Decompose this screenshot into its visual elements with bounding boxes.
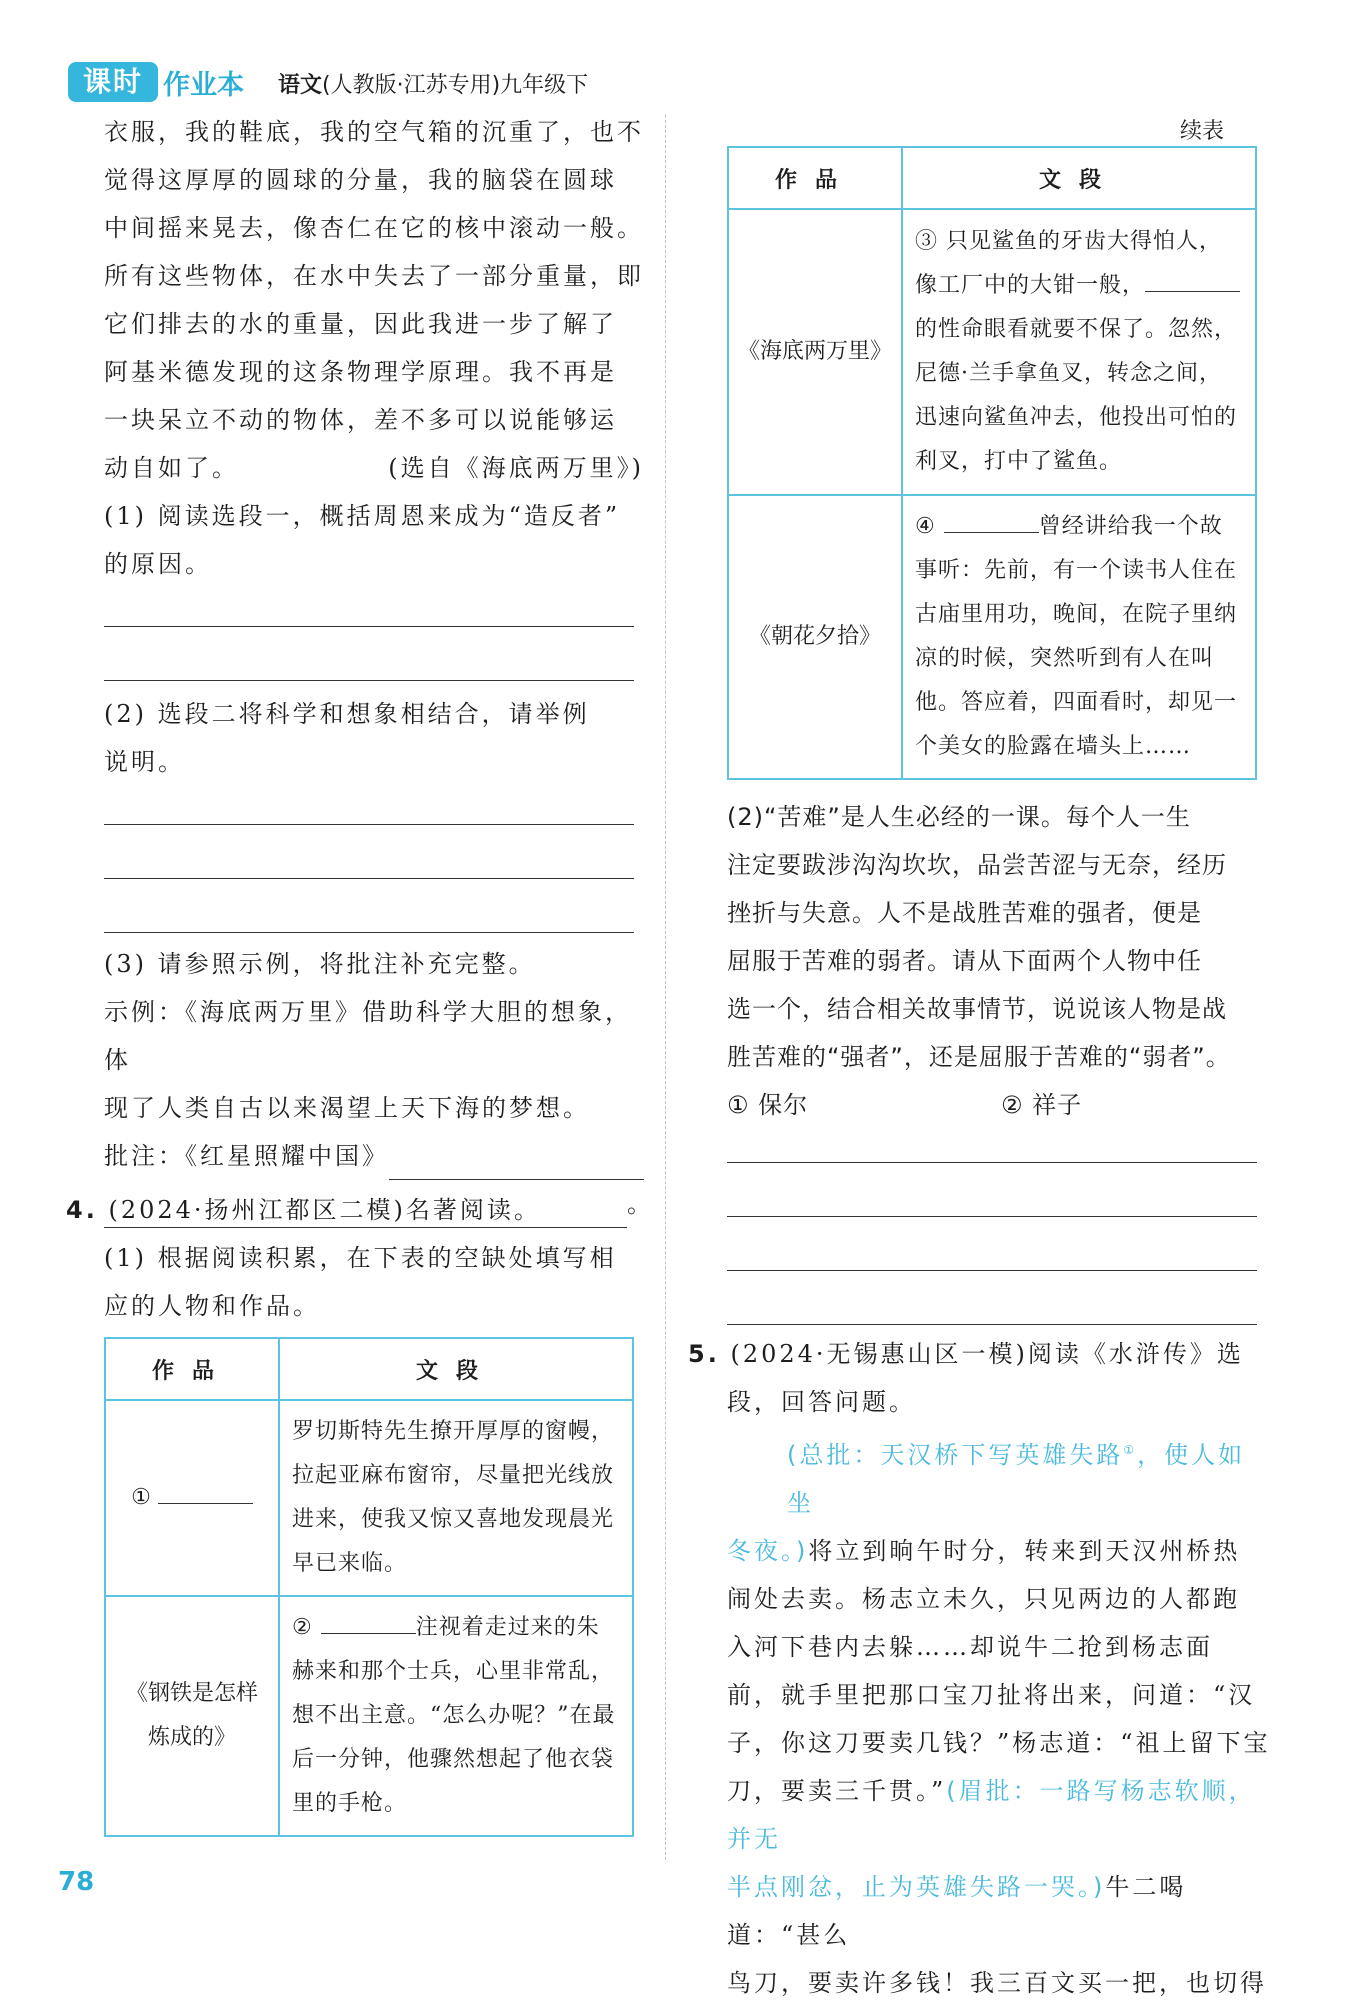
annotation-label: 批注：《红星照耀中国》 [104,1142,389,1170]
question-title: (2024·无锡惠山区一模)阅读《水浒传》选 [730,1340,1244,1368]
item-number: ① [131,1485,151,1510]
example-text: 现了人类自古以来渴望上天下海的梦想。 [104,1094,590,1122]
fill-in-blank[interactable] [944,510,1039,533]
excerpt-line: 所有这些物体，在水中失去了一部分重量，即 [104,262,644,290]
question-text: (3) 请参照示例，将批注补充完整。 [104,950,536,978]
passage-text: 入河下巷内去躲……却说牛二抢到杨志面 [727,1633,1213,1661]
option-baoer: ① 保尔 [727,1091,809,1119]
passage-line: 像工厂中的大钳一般， [915,273,1146,298]
column-divider [665,115,666,1860]
answer-line[interactable] [389,1145,644,1180]
question-5 [688,1330,1268,1378]
passage-cell [279,1400,633,1596]
excerpt-line: 一块呆立不动的物体，差不多可以说能够运 [104,406,617,434]
answer-line[interactable] [104,878,634,879]
table-row [105,1596,633,1836]
passage-line: 想不出主意。“怎么办呢？”在最 [292,1703,616,1728]
work-cell [105,1596,279,1836]
excerpt-line: 中间摇来晃去，像杏仁在它的核中滚动一般。 [104,214,644,242]
passage-line: 进来，使我又惊又喜地发现晨光 [292,1507,615,1532]
reading-table-1 [104,1337,634,1837]
table-row [728,209,1256,495]
question-text: 的原因。 [104,550,212,578]
excerpt-source: (选自《海底两万里》) [388,454,644,482]
answer-line[interactable] [104,626,634,627]
passage-text: 闹处去卖。杨志立未久，只见两边的人都跑 [727,1585,1240,1613]
table-header-passage: 文段 [902,147,1256,209]
sentence-end: 。 [627,1190,654,1218]
question-text: 挫折与失意。人不是战胜苦难的强者，便是 [727,899,1202,927]
passage-line: 个美女的脸露在墙头上…… [915,734,1192,759]
passage-line: 曾经讲给我一个故 [1038,514,1223,539]
question-text: 注定要跋涉沟沟坎坎，品尝苦涩与无奈，经历 [727,851,1227,879]
logo: 课时 [68,62,158,102]
passage-line: 古庙里用功，晚间，在院子里纳 [915,602,1238,627]
answer-line[interactable] [727,1216,1257,1217]
excerpt-line: 动自如了。 [104,454,239,482]
book-subtitle [278,68,588,99]
brand-title: 作业本 [163,70,244,101]
general-comment: (总批：天汉桥下写英雄失路 [787,1441,1124,1469]
example-text: 示例：《海底两万里》借助科学大胆的想象，体 [104,998,632,1074]
work-cell [105,1400,279,1596]
question-4-1 [104,1234,644,1330]
passage-text: 前，就手里把那口宝刀扯将出来，问道：“汉 [727,1681,1256,1709]
question-4 [66,1186,656,1234]
work-cell: 《朝花夕拾》 [728,495,902,779]
excerpt-line: 阿基米德发现的这条物理学原理。我不再是 [104,358,617,386]
question-text: 说明。 [104,748,185,776]
passage-line: 注视着走过来的朱 [415,1615,600,1640]
answer-line[interactable] [104,932,634,933]
passage-line: 凉的时候，突然听到有人在叫 [915,646,1215,671]
work-cell: 《海底两万里》 [728,209,902,495]
general-comment: ，使人如坐 [787,1441,1246,1517]
excerpt-line: 觉得这厚厚的圆球的分量，我的脑袋在圆球 [104,166,617,194]
table-row [105,1400,633,1596]
fill-in-blank[interactable] [1145,269,1240,292]
work-title: 《钢铁是怎样 [125,1681,258,1706]
footnote-marker: ① [1123,1443,1138,1457]
question-number: 5. [688,1340,720,1368]
question-text: 屈服于苦难的弱者。请从下面两个人物中任 [727,947,1202,975]
edition: (人教版·江苏专用)九年级下 [322,73,589,98]
passage-line: ③ 只见鲨鱼的牙齿大得怕人， [915,229,1222,254]
fill-in-blank[interactable] [321,1611,416,1634]
passage-line: 的性命眼看就要不保了。忽然， [915,317,1238,342]
option-xiangzi: ② 祥子 [1001,1091,1083,1119]
passage-cell [902,495,1256,779]
answer-line[interactable] [727,1270,1257,1271]
item-number: ② [292,1615,313,1640]
passage-text: 将立到晌午时分，转来到天汉州桥热 [808,1537,1241,1565]
passage-line: 里的手枪。 [292,1791,408,1816]
passage-line: 拉起亚麻布窗帘，尽量把光线放 [292,1463,615,1488]
question-4-2 [727,793,1267,1129]
question-text: (2)“苦难”是人生必经的一课。每个人一生 [727,803,1191,831]
table-header-work: 作品 [105,1338,279,1400]
passage-text: 子，你这刀要卖几钱？”杨志道：“祖上留下宝 [727,1729,1271,1757]
question-title: 段，回答问题。 [727,1388,916,1416]
excerpt-passage [104,108,644,492]
answer-line[interactable] [727,1162,1257,1163]
answer-line[interactable] [104,824,634,825]
table-header-passage: 文段 [279,1338,633,1400]
question-1 [104,492,644,588]
excerpt-line: 衣服，我的鞋底，我的空气箱的沉重了，也不 [104,118,644,146]
table-header-work: 作品 [728,147,902,209]
margin-comment: 半点刚忿，止为英雄失路一哭。) [727,1873,1106,1901]
passage-line: 迅速向鲨鱼冲去，他投出可怕的 [915,405,1238,430]
question-text: 胜苦难的“强者”，还是屈服于苦难的“弱者”。 [727,1043,1231,1071]
table-continued-label: 续表 [1180,119,1225,144]
subject: 语文 [278,73,323,98]
page-number: 78 [58,1867,95,1897]
reading-table-2 [727,146,1257,780]
passage-cell [279,1596,633,1836]
question-text: 选一个，结合相关故事情节，说说该人物是战 [727,995,1227,1023]
question-5-passage [727,1378,1272,2007]
general-comment: 冬夜。) [727,1537,809,1565]
passage-text: 刀，要卖三千贯。” [727,1777,947,1805]
passage-line: 后一分钟，他骤然想起了他衣袋 [292,1747,615,1772]
question-text: 应的人物和作品。 [104,1292,320,1320]
table-row [728,495,1256,779]
passage-line: 早已来临。 [292,1551,408,1576]
question-2 [104,690,644,786]
item-number: ④ [915,514,936,539]
fill-in-blank[interactable] [158,1481,253,1504]
question-text: (1) 阅读选段一，概括周恩来成为“造反者” [104,502,621,530]
question-text: (2) 选段二将科学和想象相结合，请举例 [104,700,590,728]
passage-cell [902,209,1256,495]
excerpt-line: 它们排去的水的重量，因此我进一步了解了 [104,310,617,338]
passage-line: 罗切斯特先生撩开厚厚的窗幔， [292,1419,615,1444]
answer-line[interactable] [727,1324,1257,1325]
answer-line[interactable] [104,680,634,681]
question-title: (2024·扬州江都区二模)名著阅读。 [108,1196,541,1224]
question-text: (1) 根据阅读积累，在下表的空缺处填写相 [104,1244,617,1272]
passage-text: 牛二喝道：“甚么 [727,1873,1187,1949]
passage-line: 利叉，打中了鲨鱼。 [915,449,1123,474]
passage-line: 他。答应着，四面看时，却见一 [915,690,1238,715]
passage-line: 尼德·兰手拿鱼叉，转念之间， [915,361,1222,386]
passage-line: 事听：先前，有一个读书人住在 [915,558,1238,583]
question-number: 4. [66,1196,98,1224]
passage-line: 赫来和那个士兵，心里非常乱， [292,1659,615,1684]
work-title: 炼成的》 [147,1725,236,1750]
question-3 [104,940,654,1228]
margin-comment: (眉批：一路写杨志软顺，并无 [727,1777,1256,1853]
passage-text: 鸟刀，要卖许多钱！我三百文买一把，也切得 [727,1969,1267,1997]
